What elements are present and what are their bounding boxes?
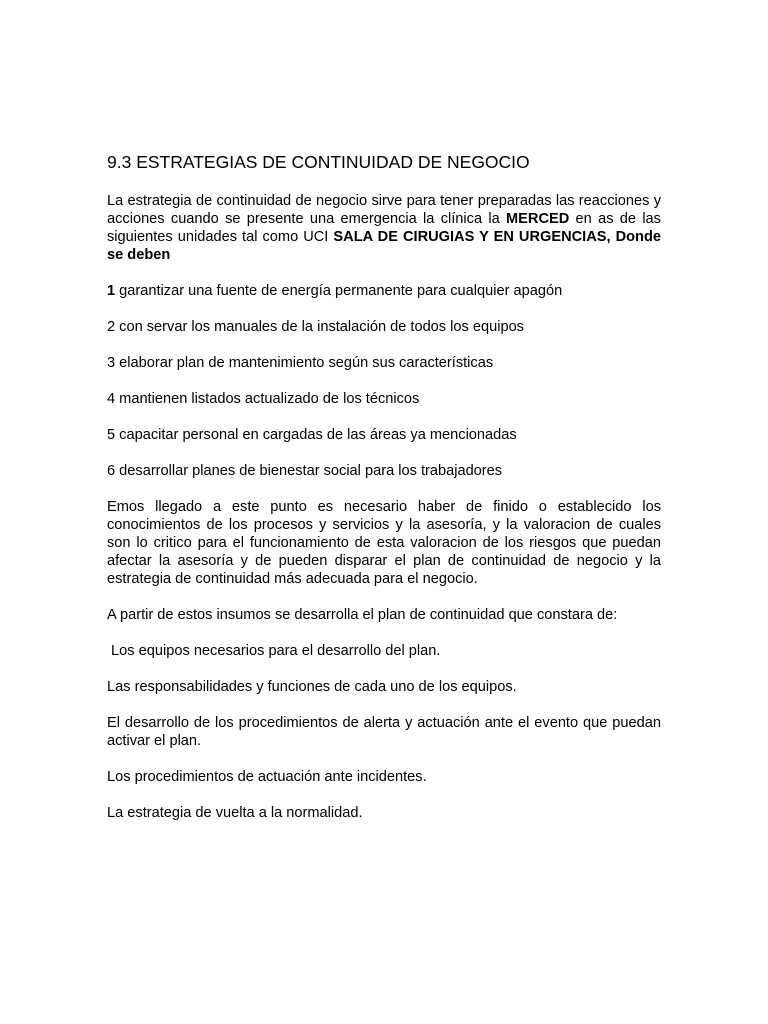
- plan-item-equipos: Los equipos necesarios para el desarrollo del plan.: [107, 643, 441, 659]
- document-page: [107, 150, 661, 840]
- list-item-5: 5 capacitar personal en cargadas de las áreas ya mencionadas: [107, 427, 517, 443]
- intro-text-1: La estrategia de continuidad de negocio sirve para tener preparadas las reacciones y acciones cuando se presente una emergencia la clínica la: [107, 193, 661, 227]
- body-paragraph-plan-intro: A partir de estos insumos se desarrolla el plan de continuidad que constara de:: [107, 607, 618, 623]
- intro-bold-merced: MERCED: [506, 211, 570, 227]
- plan-item-vuelta-normalidad: La estrategia de vuelta a la normalidad.: [107, 805, 363, 821]
- list-item-4: 4 mantienen listados actualizado de los técnicos: [107, 391, 420, 407]
- list-item-1: [107, 282, 661, 300]
- list-item-6: 6 desarrollar planes de bienestar social para los trabajadores: [107, 463, 503, 479]
- intro-paragraph: [107, 192, 661, 264]
- list-item-number: 1: [107, 283, 116, 299]
- list-item-2: 2 con servar los manuales de la instalación de todos los equipos: [107, 319, 524, 335]
- intro-text-2: en as de las siguientes unidades tal como UCI: [107, 211, 661, 245]
- section-heading: 9.3 ESTRATEGIAS DE CONTINUIDAD DE NEGOCIO: [107, 152, 530, 172]
- intro-bold-units: SALA DE CIRUGIAS Y EN URGENCIAS, Donde se deben: [107, 229, 662, 263]
- plan-item-responsabilidades: Las responsabilidades y funciones de cada uno de los equipos.: [107, 679, 517, 695]
- body-paragraph-context: Emos llegado a este punto es necesario haber de finido o establecido los conocimientos de los procesos y servicios y la asesoría, y la valoracion de cuales son lo critico para el funcionamiento de esta valoracion de los riesgos que puedan afectar la asesoría y de pueden disparar el plan de continuidad de negocio y la estrategia de continuidad más adecuada para el negocio.: [107, 499, 661, 587]
- plan-item-procedimientos-alerta: El desarrollo de los procedimientos de alerta y actuación ante el evento que puedan activar el plan.: [107, 715, 661, 749]
- plan-item-procedimientos-actuacion: Los procedimientos de actuación ante incidentes.: [107, 769, 427, 785]
- list-item-text: garantizar una fuente de energía permanente para cualquier apagón: [115, 283, 563, 299]
- list-item-3: 3 elaborar plan de mantenimiento según sus características: [107, 355, 494, 371]
